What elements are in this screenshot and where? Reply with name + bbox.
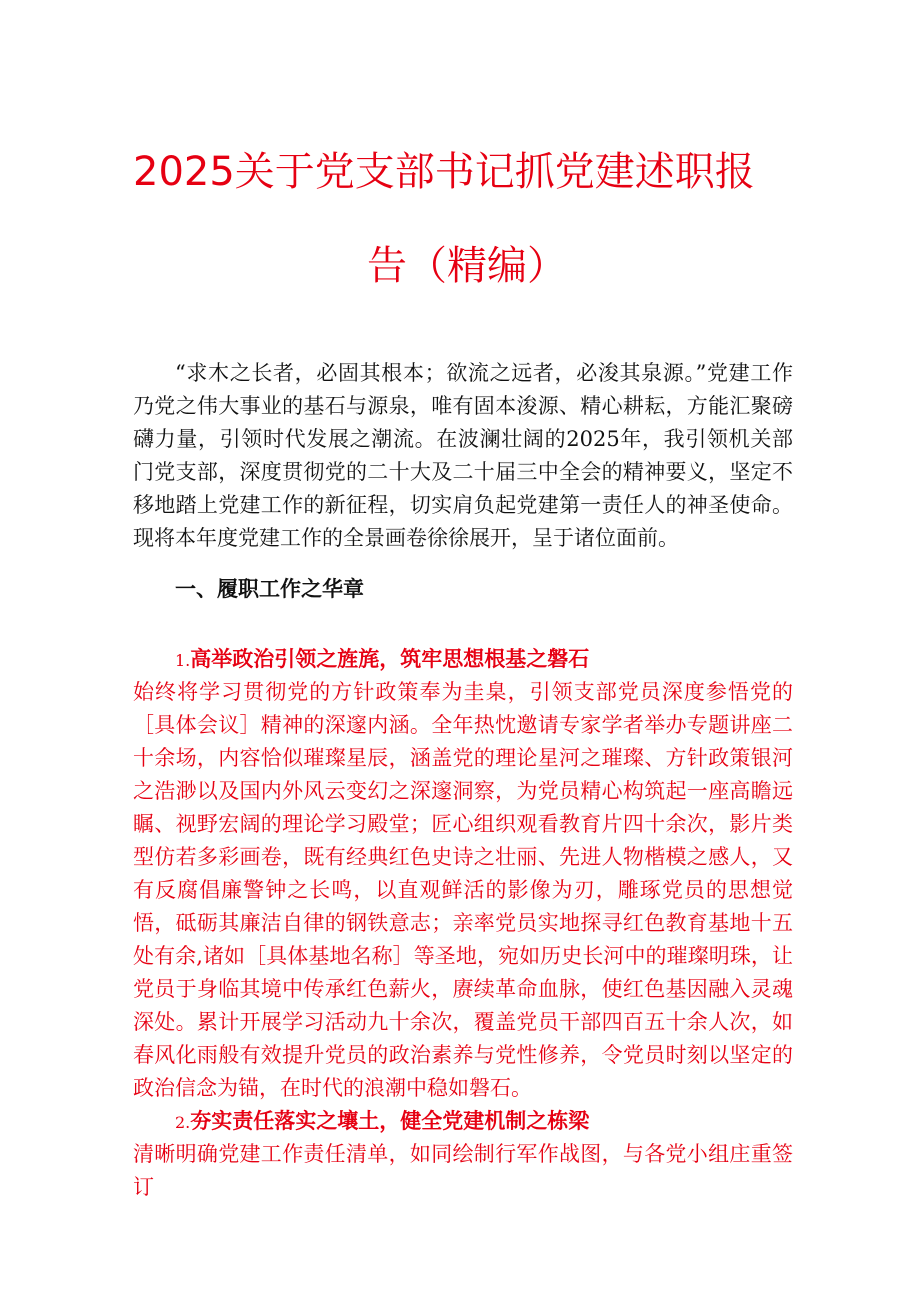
document-title-line2: 告（精编） <box>367 243 567 289</box>
subsection-heading-1 <box>175 643 589 677</box>
subsection-title-2: 夯实责任落实之壤土，健全党建机制之栋梁 <box>190 1109 590 1133</box>
subsection-number-2: 2. <box>175 1113 191 1132</box>
subsection-body-2: 清晰明确党建工作责任清单，如同绘制行军作战图，与各党小组庄重签订 <box>133 1142 793 1199</box>
document-title-line1: 2025关于党支部书记抓党建述职报 <box>133 149 755 195</box>
intro-paragraph: “求木之长者，必固其根本；欲流之远者，必浚其泉源。”党建工作乃党之伟大事业的基石与源泉，唯有固本浚源、精心耕耘，方能汇聚磅礴力量，引领时代发展之潮流。在波澜壮阔的2025年，我引领机关部门党支部，深度贯彻党的二十大及二十届三中全会的精神要义，坚定不移地踏上党建工作的新征程，切实肩负起党建第一责任人的神圣使命。现将本年度党建工作的全景画卷徐徐展开，呈于诸位面前。 <box>133 361 793 550</box>
section-heading: 一、履职工作之华章 <box>175 577 364 601</box>
subsection-title-1: 高举政治引领之旌旄，筑牢思想根基之磐石 <box>190 647 590 671</box>
subsection-body-1: 始终将学习贯彻党的方针政策奉为圭臬，引领支部党员深度参悟党的［具体会议］精神的深邃内涵。全年热忱邀请专家学者举办专题讲座二十余场，内容恰似璀璨星辰，涵盖党的理论星河之璀璨、方针政策银河之浩渺以及国内外风云变幻之深邃洞察，为党员精心构筑起一座高瞻远瞩、视野宏阔的理论学习殿堂；匠心组织观看教育片四十余次，影片类型仿若多彩画卷，既有经典红色史诗之壮丽、先进人物楷模之感人，又有反腐倡廉警钟之长鸣，以直观鲜活的影像为刃，雕琢党员的思想觉悟，砥砺其廉洁自律的钢铁意志；亲率党员实地探寻红色教育基地十五处有余,诸如［具体基地名称］等圣地，宛如历史长河中的璀璨明珠，让党员于身临其境中传承红色薪火，赓续革命血脉，使红色基因融入灵魂深处。累计开展学习活动九十余次，覆盖党员干部四百五十余人次，如春风化雨般有效提升党员的政治素养与党性修养，令党员时刻以坚定的政治信念为锚，在时代的浪潮中稳如磐石。 <box>133 680 793 1100</box>
subsection-number-1: 1. <box>175 651 191 670</box>
subsection-heading-2 <box>175 1105 589 1139</box>
